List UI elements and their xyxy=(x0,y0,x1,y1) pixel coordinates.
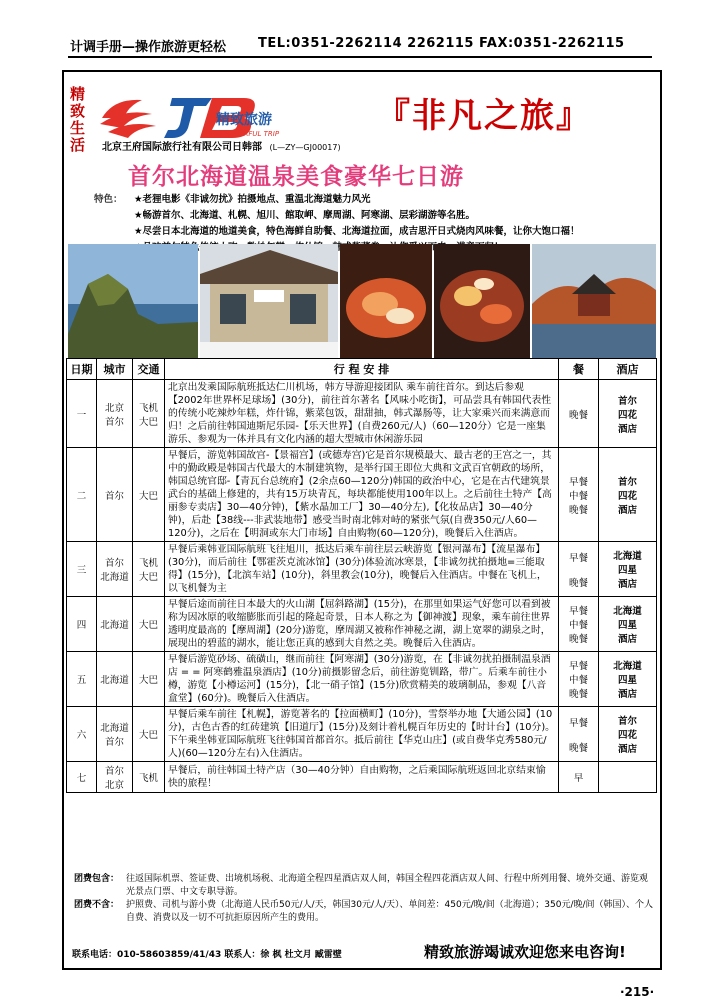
meal-cell: 早餐 中餐 晚餐 xyxy=(559,448,599,542)
table-header-row xyxy=(67,359,657,380)
logo-text: 精致旅游 xyxy=(216,112,272,128)
logo-swoosh-icon xyxy=(100,100,156,138)
transport-cell: 飞机 xyxy=(133,762,165,793)
hotel-cell: 北海道 四星 酒店 xyxy=(599,542,657,597)
vertical-tagline xyxy=(70,86,90,154)
logo-sub: WONDERFUL TRIP xyxy=(216,130,280,138)
hotel-cell: 北海道 四星 酒店 xyxy=(599,597,657,652)
city-cell: 首尔 北京 xyxy=(97,762,133,793)
table-row xyxy=(67,707,657,762)
hotel-cell: 首尔 四花 酒店 xyxy=(599,707,657,762)
meal-cell: 早餐 中餐 晚餐 xyxy=(559,597,599,652)
vertical-char: 活 xyxy=(70,136,86,154)
transport-cell: 大巴 xyxy=(133,448,165,542)
header-contact: TEL:0351-2262114 2262115 FAX:0351-2262115 xyxy=(258,36,625,51)
license-code: (L—ZY—GJ00017) xyxy=(269,143,341,152)
hotel-cell: 首尔 四花 酒店 xyxy=(599,380,657,448)
feature-line: ★尽尝日本北海道的地道美食，特色海鲜自助餐、北海道拉面，成吉思汗日式烧肉风味餐，让你大饱口福！ xyxy=(134,226,580,237)
transport-cell: 大巴 xyxy=(133,597,165,652)
col-header-itinerary: 行 程 安 排 xyxy=(165,359,559,380)
col-header-hotel: 酒店 xyxy=(599,359,657,380)
meal-cell: 早餐 晚餐 xyxy=(559,707,599,762)
table-row xyxy=(67,652,657,707)
col-header-transport: 交通 xyxy=(133,359,165,380)
included-text: 往返国际机票、签证费、出境机场税、北海道全程四星酒店双人间，韩国全程四花酒店双人间、行程中所列用餐、境外交通、游览观光景点门票、中文专职导游。 xyxy=(126,874,649,897)
city-cell: 北京 首尔 xyxy=(97,380,133,448)
header-left: 计调手册—操作旅游更轻松 xyxy=(70,40,227,55)
company-name xyxy=(102,138,341,153)
itinerary-cell: 早餐后乘车前往【札幌】，游览著名的【拉面横町】(10分)，雪祭举办地【大通公园】(10分)，古色古香的红砖建筑【旧道厅】(15分)及刻计着札幌百年历史的【时计台】(10分)。下午乘坐韩亚国际航班飞往韩国首都首尔。抵后前往【华克山庄】(或自费华克秀580元/人)(60—120分左右)入住酒店。 xyxy=(165,707,559,762)
day-cell: 二 xyxy=(67,448,97,542)
meal-cell: 晚餐 xyxy=(559,380,599,448)
table-row xyxy=(67,597,657,652)
excluded-label: 团费不含： xyxy=(74,900,120,910)
vertical-char: 致 xyxy=(70,102,86,120)
day-cell: 六 xyxy=(67,707,97,762)
meal-cell: 早 xyxy=(559,762,599,793)
itinerary-cell: 早餐后途而前往日本最大的火山湖【屈斜路湖】(15分)，在那里如果运气好您可以看到被称为因冰原的收缩膨胀而引起的隆起奇景，日本人称之为【御神渡】现象，乘车前往世界透明度最高的【摩周湖】(20分)游览，摩周湖又被称作神秘之湖，湖上宽翠的湖泉之时，展现出的碧蓝的湖水，能让您正真的感到大自然之美。晚餐后入住酒店。 xyxy=(165,597,559,652)
excluded-text: 护照费、司机与游小费（北海道人民币50元/人/天，韩国30元/人/天）、单间差：450元/晚/间（北海道）；350元/晚/间（韩国）、个人自费、消费以及一切不可抗拒原因所产生的费用。 xyxy=(126,900,654,923)
footer-block xyxy=(66,873,656,939)
transport-cell: 大巴 xyxy=(133,652,165,707)
brand-slogan: 『非凡之旅』 xyxy=(376,96,592,136)
page-number: ·215· xyxy=(620,985,655,999)
day-cell: 三 xyxy=(67,542,97,597)
table-row xyxy=(67,762,657,793)
day-cell: 七 xyxy=(67,762,97,793)
features-label: 特色： xyxy=(94,194,123,205)
contact-line: 联系电话：010-58603859/41/43 联系人：徐 枫 杜文月 臧雷壁 xyxy=(72,950,342,960)
table-row xyxy=(67,448,657,542)
col-header-city: 城市 xyxy=(97,359,133,380)
footer-slogan: 精致旅游竭诚欢迎您来电咨询! xyxy=(424,943,626,961)
palace-photo xyxy=(532,244,656,358)
hotel-cell xyxy=(599,762,657,793)
feature-line: ★畅游首尔、北海道、札幌、旭川、館取岬、摩周湖、阿寒湖、层彩湖游等名胜。 xyxy=(134,210,476,221)
col-header-meal: 餐 xyxy=(559,359,599,380)
itinerary-cell: 早餐后游览砂场、硫磺山，继而前往【阿寒湖】(30分)游览，在【非诚勿扰拍摄制温泉酒店 = = 阿寒鹤雅温泉酒店】(10分)前摄影留念后，前往游览钏路，带广。后乘车前往小樽，游览【小樽运河】(15分)，【北一硝子馆】(15分)欣赏精美的玻璃制品，参观【八音盒堂】(60分)。晚餐后入住酒店。 xyxy=(165,652,559,707)
itinerary-cell: 早餐后，游览韩国故宫-【景福宫】(或德寿宫)它是首尔规模最大、最古老的王宫之一，其中的勤政殿是韩国古代最大的木制建筑物，是举行国王即位大典和文武百官朝政的场所，韩国总统官邸-【青瓦台总统府】(2余点60—120分)韩国的政治中心，它是在古代建筑景武台的基础上修建的，共有15万块青瓦，每块都能使用100年以上。之后前往土特产【高丽参专卖店】30—40分钟)，【紫水晶加工厂】30—40分左),【化妆品店】30—40分钟)，后赴【38线---非武装地带】感受当时南北韩对峙的紧张气氛(自费350元/人60—120分)，之后在【明洞或东大门市场】自由购物(60—120分)，晚餐后入住酒店。 xyxy=(165,448,559,542)
vertical-char: 生 xyxy=(70,119,86,137)
meal-cell: 早餐 中餐 晚餐 xyxy=(559,652,599,707)
photo-strip xyxy=(68,244,656,358)
itinerary-table xyxy=(66,358,657,793)
table-row xyxy=(67,542,657,597)
day-cell: 一 xyxy=(67,380,97,448)
vertical-char: 精 xyxy=(70,85,86,103)
coastal-cliff-photo xyxy=(68,244,198,358)
page-header xyxy=(0,0,719,60)
day-cell: 五 xyxy=(67,652,97,707)
transport-cell: 飞机 大巴 xyxy=(133,542,165,597)
city-cell: 北海道 xyxy=(97,597,133,652)
header-rule xyxy=(68,56,652,58)
hotel-cell: 首尔 四花 酒店 xyxy=(599,448,657,542)
company-name-text: 北京王府国际旅行社有限公司日韩部 xyxy=(102,142,262,153)
itinerary-cell: 北京出发乘国际航班抵达仁川机场，韩方导游迎接团队 乘车前往首尔。到达后参观【2002年世界杯足球场】(30分)，前往首尔著名【风味小吃街】，可品尝具有韩国代表性的传统小吃辣炒年糕，炸什锦，紫菜包饭，甜甜抽，韩式瀑肠等，让大家乘兴而来满意而归！之后前往韩国迪斯尼乐园-【乐天世界】(自费260元/人)（60—120分）它是一座集游乐、参观为一体并具有文化内涵的超大型城市休闲游乐园 xyxy=(165,380,559,448)
feature-line: ★老狸电影《非诚勿扰》拍摄地点、重温北海道魅力风光 xyxy=(134,194,371,205)
city-cell: 北海道 首尔 xyxy=(97,707,133,762)
meal-cell: 早餐 晚餐 xyxy=(559,542,599,597)
crab-dish-photo xyxy=(340,244,432,358)
col-header-day: 日期 xyxy=(67,359,97,380)
itinerary-cell: 早餐后，前往韩国土特产店（30—40分钟）自由购物，之后乘国际航班返回北京结束愉快的旅程！ xyxy=(165,762,559,793)
city-cell: 首尔 北海道 xyxy=(97,542,133,597)
hotel-cell: 北海道 四星 酒店 xyxy=(599,652,657,707)
transport-cell: 飞机 大巴 xyxy=(133,380,165,448)
city-cell: 首尔 xyxy=(97,448,133,542)
itinerary-cell: 早餐后乘韩亚国际航班飞往旭川，抵达后乘车前往层云峡游览【银河瀑布】【流星瀑布】(30分)，而后前往【鄂霍茨克流冰馆】(30分)体验流冰寒景，【非诚勿扰拍摄地=三能取得】(15分)，【北滨车站】(10分)，斜里教会(10分)，晚餐后入住酒店。中餐在飞机上，以飞机餐为主 xyxy=(165,542,559,597)
tour-title: 首尔北海道温泉美食豪华七日游 xyxy=(128,164,464,190)
city-cell: 北海道 xyxy=(97,652,133,707)
transport-cell: 大巴 xyxy=(133,707,165,762)
included-label: 团费包含： xyxy=(74,874,120,884)
brand-header xyxy=(66,74,658,364)
table-row xyxy=(67,380,657,448)
train-station-photo xyxy=(200,244,338,358)
seafood-platter-photo xyxy=(434,244,530,358)
day-cell: 四 xyxy=(67,597,97,652)
